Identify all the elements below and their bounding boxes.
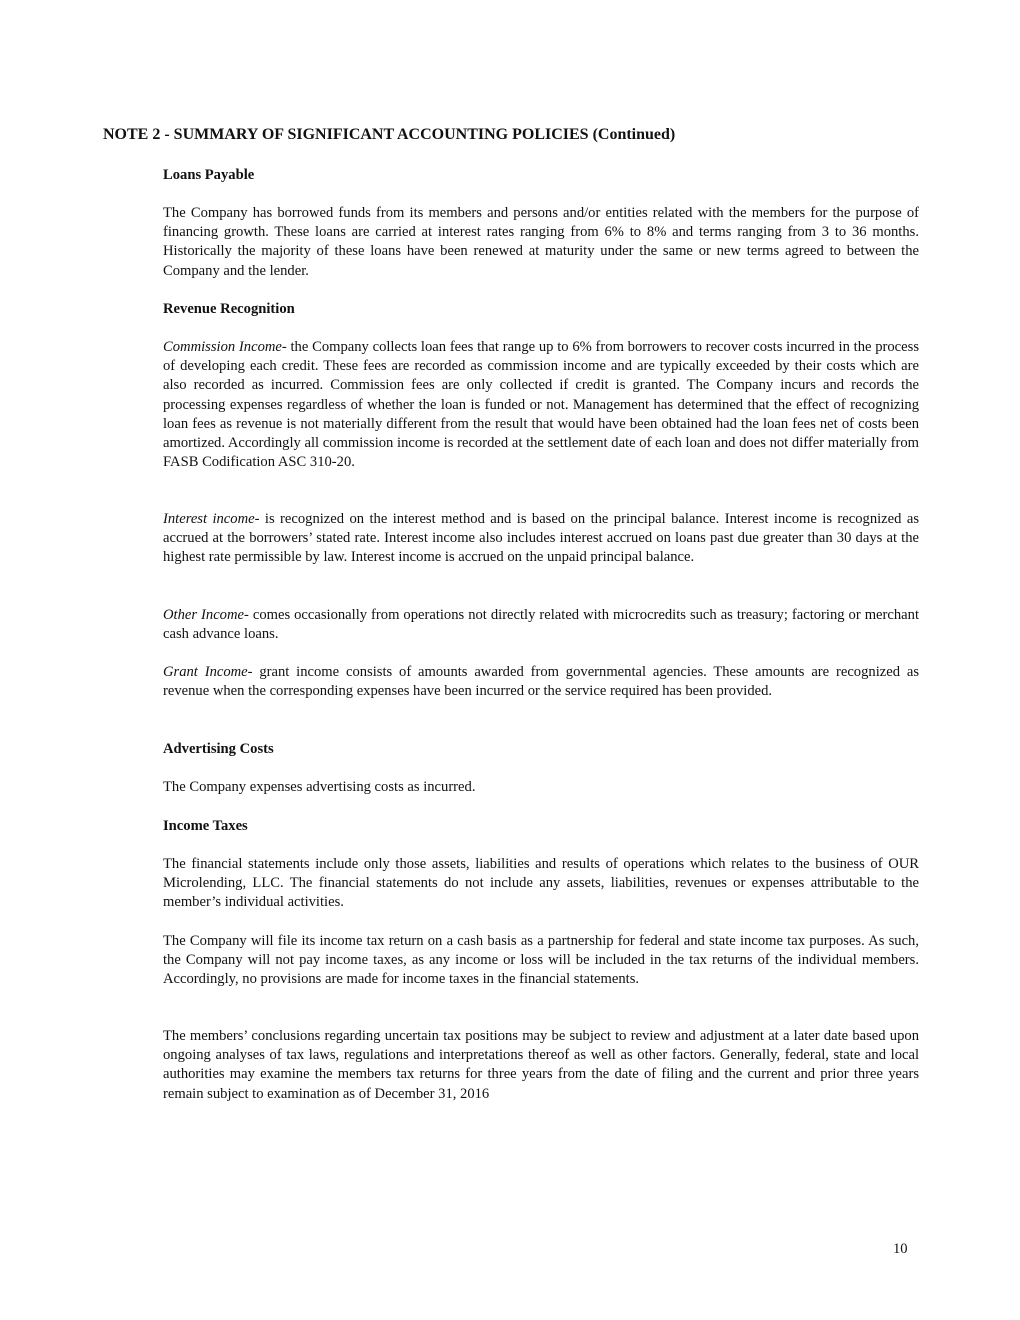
text-interest-income: is recognized on the interest method and is based on the principal balance. Interest income is recognized as accrued at the borrowers’ stated rate. Interest income also includes interest accrued on loans past due greater than 30 days at the highest rate permissible by law. Interest income is accrued on the unpaid principal balance. <box>163 511 919 566</box>
page-number: 10 <box>893 1241 908 1257</box>
heading-advertising-costs: Advertising Costs <box>163 741 274 757</box>
paragraph-income-taxes-1: The financial statements include only those assets, liabilities and results of operations which relates to the business of OUR Microlending, LLC. The financial statements do not include any assets, liabilities, revenues or expenses attributable to the member’s individual activities. <box>163 856 919 911</box>
text-other-income: comes occasionally from operations not directly related with microcredits such as treasury; factoring or merchant cash advance loans. <box>163 607 919 643</box>
label-commission-income: Commission Income- <box>163 339 287 355</box>
paragraph-income-taxes-2: The Company will file its income tax return on a cash basis as a partnership for federal and state income tax purposes. As such, the Company will not pay income taxes, as any income or loss will be included in the tax returns of the individual members. Accordingly, no provisions are made for income taxes in the financial statements. <box>163 933 919 988</box>
heading-loans-payable: Loans Payable <box>163 167 255 183</box>
label-other-income: Other Income- <box>163 607 249 623</box>
paragraph-commission-income <box>163 338 919 472</box>
paragraph-loans-payable: The Company has borrowed funds from its members and persons and/or entities related with the members for the purpose of financing growth. These loans are carried at interest rates ranging from 6% to 8% and terms ranging from 3 to 36 months. Historically the majority of these loans have been renewed at maturity under the same or new terms agreed to between the Company and the lender. <box>163 205 919 279</box>
heading-income-taxes: Income Taxes <box>163 818 248 834</box>
label-interest-income: Interest income- <box>163 511 260 527</box>
paragraph-advertising: The Company expenses advertising costs as incurred. <box>163 779 476 795</box>
paragraph-interest-income <box>163 510 919 568</box>
label-grant-income: Grant Income- <box>163 664 253 680</box>
text-grant-income: grant income consists of amounts awarded from governmental agencies. These amounts are recognized as revenue when the corresponding expenses have been incurred or the service required has been provided. <box>163 664 919 700</box>
heading-revenue-recognition: Revenue Recognition <box>163 301 295 317</box>
page-title: NOTE 2 - SUMMARY OF SIGNIFICANT ACCOUNTING POLICIES (Continued) <box>103 126 676 143</box>
text-commission-income: the Company collects loan fees that range up to 6% from borrowers to recover costs incurred in the process of developing each credit. These fees are recorded as commission income and are typically exceeded by their costs which are also recorded as incurred. Commission fees are only collected if credit is granted. The Company incurs and records the processing expenses regardless of whether the loan is funded or not. Management has determined that the effect of recognizing loan fees as revenue is not materially different from the result that would have been obtained had the loan fees net of costs been amortized. Accordingly all commission income is recorded at the settlement date of each loan and does not differ materially from FASB Codification ASC 310-20. <box>163 339 919 471</box>
paragraph-other-income <box>163 606 919 644</box>
paragraph-income-taxes-3: The members’ conclusions regarding uncertain tax positions may be subject to review and adjustment at a later date based upon ongoing analyses of tax laws, regulations and interpretations thereof as well as other factors. Generally, federal, state and local authorities may examine the members tax returns for three years from the date of filing and the current and prior three years remain subject to examination as of December 31, 2016 <box>163 1028 919 1102</box>
paragraph-grant-income <box>163 663 919 701</box>
